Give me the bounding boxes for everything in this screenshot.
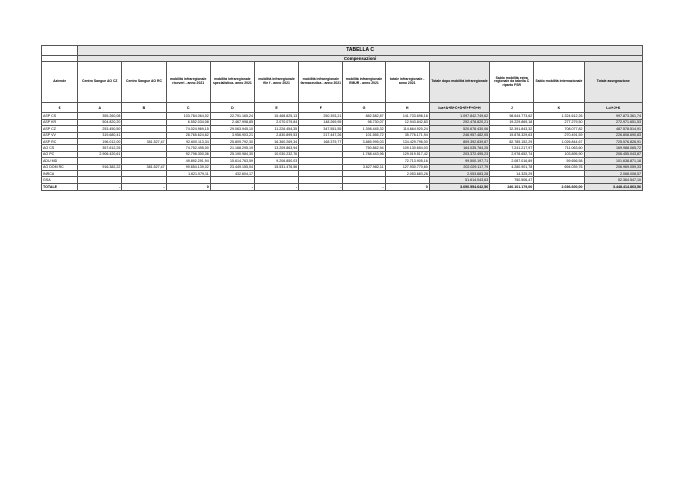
col-header-f: mobilità infraregionale farmaceutica - anno 2021 xyxy=(299,62,343,103)
cell-e: - xyxy=(254,183,298,190)
col-header-c: mobilità infraregionale ricoveri - anno 2021 xyxy=(166,62,210,103)
cell-a: 355.260,08 xyxy=(78,113,122,119)
cell-a: 504.820,20 xyxy=(78,119,122,125)
cell-e: 15.468.825,13 xyxy=(254,113,298,119)
cell-f: 217.447,26 xyxy=(299,132,343,138)
azienda-name: ASP CS xyxy=(42,113,78,119)
azienda-name: ASP RC xyxy=(42,138,78,144)
cell-h: 134.429.796,00 xyxy=(385,138,429,144)
col-header-j: Saldo mobilità extra regionale da tabella C riparto FSR xyxy=(490,62,534,103)
letter-e: E xyxy=(254,103,298,113)
cell-l: 226.808.690,83 xyxy=(584,132,642,138)
cell-c: 92.600.113,34 xyxy=(166,138,210,144)
cell-k: 103.895,90 xyxy=(534,151,584,157)
cell-j: 4.280.901,78 xyxy=(490,164,534,170)
azienda-name: ASP VV xyxy=(42,132,78,138)
cell-k: 1.026.844,67 xyxy=(534,138,584,144)
cell-g: - xyxy=(343,183,385,190)
letter-b: B xyxy=(122,103,166,113)
azienda-name: TOTALE xyxy=(42,183,78,190)
cell-i: 2.053.683,28 xyxy=(429,170,489,176)
cell-d: 25.809.792,30 xyxy=(210,138,254,144)
cell-b: 381.527,47 xyxy=(122,138,166,144)
col-header-b: Centro Sangue AO RC xyxy=(122,62,166,103)
cell-c: 1.621.079,11 xyxy=(166,170,210,176)
cell-h: 12.943.842,83 xyxy=(385,119,429,125)
cell-h: 127.930.770,60 xyxy=(385,164,429,170)
cell-g: 98.730,07 xyxy=(343,119,385,125)
cell-a: 253.450,50 xyxy=(78,126,122,132)
cell-a: 2.906.420,61 xyxy=(78,151,122,157)
letter-g: G xyxy=(343,103,385,113)
cell-l: 997.873.361,74 xyxy=(584,113,642,119)
cell-i: 246.957.482,05 xyxy=(429,132,489,138)
azienda-name: ADU MD xyxy=(42,158,78,164)
cell-i: 202.029.117,79 xyxy=(429,164,489,170)
cell-i: 164.035.784,25 xyxy=(429,145,489,151)
azienda-name: AO PC xyxy=(42,151,78,157)
letter-h: H xyxy=(385,103,429,113)
letter-j: J xyxy=(490,103,534,113)
cell-d: - xyxy=(210,183,254,190)
title-row xyxy=(42,46,643,56)
cell-h: 141.733.696,16 xyxy=(385,113,429,119)
cell-l: 101.638.871,18 xyxy=(584,158,642,164)
cell-b: - xyxy=(122,183,166,190)
cell-d: 432.604,17 xyxy=(210,170,254,176)
cell-f: 347.551,55 xyxy=(299,126,343,132)
cell-c: 74.752.495,00 xyxy=(166,145,210,151)
col-header-i: Totale dopo mobilità infraregionale xyxy=(429,62,489,103)
letter-d: D xyxy=(210,103,254,113)
cell-c: 103.784.064,02 xyxy=(166,113,210,119)
cell-h: 0 xyxy=(385,183,429,190)
cell-l: 206.969.059,33 xyxy=(584,164,642,170)
compensation-table xyxy=(41,45,643,191)
letter-k: K xyxy=(534,103,584,113)
letter-i: I=a+A+B+C+D+E+F+G+H xyxy=(429,103,489,113)
col-header-e: mobilità infraregionale file f - anno 2021 xyxy=(254,62,298,103)
cell-f: - xyxy=(299,183,343,190)
cell-l: 487.578.514,91 xyxy=(584,126,642,132)
azienda-name: ASP KR xyxy=(42,119,78,125)
cell-h: 109.130.654,03 xyxy=(385,145,429,151)
col-header-l: Totale assegnazione xyxy=(584,62,642,103)
cell-j: 32.391.843,32 xyxy=(490,126,534,132)
cell-k: 708.077,82 xyxy=(534,126,584,132)
cell-j: 2.087.016,89 xyxy=(490,158,534,164)
cell-i: 1.097.842.749,62 xyxy=(429,113,489,119)
cell-i: 809.392.839,87 xyxy=(429,138,489,144)
cell-k: 59.656,58 xyxy=(534,158,584,164)
cell-l: 206.455.043,87 xyxy=(584,151,642,157)
col-header-k: Saldo mobilità internazionale xyxy=(534,62,584,103)
cell-a: 196.012,00 xyxy=(78,138,122,144)
cell-d: 3.956.903,21 xyxy=(210,132,254,138)
cell-l: 272.971.651,53 xyxy=(584,119,642,125)
cell-f: 148.269,95 xyxy=(299,119,343,125)
cell-d: 29.063.945,10 xyxy=(210,126,254,132)
cell-g: 3.627.982,11 xyxy=(343,164,385,170)
cell-i: 520.678.430,06 xyxy=(429,126,489,132)
col-header-a: Centro Sangue AO CZ xyxy=(78,62,122,103)
cell-g: 3.885.995,03 xyxy=(343,138,385,144)
azienda-name: ASP CZ xyxy=(42,126,78,132)
azienda-name: AO DOM RC xyxy=(42,164,78,170)
cell-i: 3.690.554.642,56 xyxy=(429,183,489,190)
cell-e: 15.531.476,56 xyxy=(254,164,298,170)
cell-d: 23.449.155,04 xyxy=(210,164,254,170)
table-title: TABELLA C xyxy=(78,46,643,56)
cell-h: 2.053.683,28 xyxy=(385,170,429,176)
cell-a: 319.680,41 xyxy=(78,132,122,138)
cell-g: 101.555,72 xyxy=(343,132,385,138)
cell-e: 2.830.899,53 xyxy=(254,132,298,138)
cell-d: 15.614.763,59 xyxy=(210,158,254,164)
cell-k: 270.491,59 xyxy=(534,132,584,138)
total-row xyxy=(42,183,643,190)
letter-c: C xyxy=(166,103,210,113)
cell-c: 6.552.034,08 xyxy=(166,119,210,125)
cell-j: 14.325,29 xyxy=(490,170,534,176)
cell-h: 72.713.905,16 xyxy=(385,158,429,164)
cell-j: 98.644.773,62 xyxy=(490,113,534,119)
cell-l: 725.576.826,91 xyxy=(584,138,642,144)
cell-k: 694.039,76 xyxy=(534,164,584,170)
cell-e: 2.070.079,84 xyxy=(254,119,298,125)
cell-i: 203.372.495,23 xyxy=(429,151,489,157)
cell-j: 82.785.152,29 xyxy=(490,138,534,144)
cell-c: 92.798.300,36 xyxy=(166,151,210,157)
cell-e: 9.206.850,03 xyxy=(254,158,298,164)
cell-g: 882.582,87 xyxy=(343,113,385,119)
table-subtitle: Compensazioni xyxy=(78,56,643,62)
cell-f: 250.393,21 xyxy=(299,113,343,119)
cell-e: 10.030.232,76 xyxy=(254,151,298,157)
cell-f: 168.379,77 xyxy=(299,138,343,144)
cell-h: 129.019.517,42 xyxy=(385,151,429,157)
letter-l: L=I+J+K xyxy=(584,103,642,113)
cell-e: 16.360.269,34 xyxy=(254,138,298,144)
cell-b: 381.527,47 xyxy=(122,164,166,170)
cell-i: 51.614.043,63 xyxy=(429,177,489,183)
cell-j: 7.241.217,97 xyxy=(490,145,534,151)
cell-h: 114.664.920,24 xyxy=(385,126,429,132)
header-row xyxy=(42,62,643,103)
letter-row xyxy=(42,103,643,113)
azienda-name: AO CS xyxy=(42,145,78,151)
cell-l: 3.448.414.863,56 xyxy=(584,183,642,190)
cell-c: 0 xyxy=(166,183,210,190)
cell-a: 916.382,22 xyxy=(78,164,122,170)
cell-e: 13.209.863,94 xyxy=(254,145,298,151)
azienda-name: INRCA xyxy=(42,170,78,176)
cell-a: - xyxy=(78,183,122,190)
cell-k: 277.279,50 xyxy=(534,119,584,125)
letter-a: A xyxy=(78,103,122,113)
cell-k: 1.324.612,26 xyxy=(534,113,584,119)
cell-k: 711.063,60 xyxy=(534,145,584,151)
cell-l: 52.364.547,10 xyxy=(584,177,642,183)
cell-c: 74.024.969,15 xyxy=(166,126,210,132)
col-header-g: mobilità infraregionale EMUR - anno 2021 xyxy=(343,62,385,103)
letter-euro: € xyxy=(42,103,78,113)
cell-l: 2.068.008,57 xyxy=(584,170,642,176)
col-header-h: totale infraregionale - anno 2021 xyxy=(385,62,429,103)
cell-j: 750.506,47 xyxy=(490,177,534,183)
cell-g: 1.398.445,32 xyxy=(343,126,385,132)
cell-c: 49.892.291,94 xyxy=(166,158,210,164)
cell-k: 2.036.600,00 xyxy=(534,183,584,190)
cell-e: 11.226.454,35 xyxy=(254,126,298,132)
cell-d: 2.467.998,85 xyxy=(210,119,254,125)
cell-d: 25.190.984,30 xyxy=(210,151,254,157)
cell-j: 19.878.329,63 xyxy=(490,132,534,138)
cell-j: 19.229.869,18 xyxy=(490,119,534,125)
cell-c: 28.765.624,62 xyxy=(166,132,210,138)
letter-f: F xyxy=(299,103,343,113)
cell-j: 2.978.652,74 xyxy=(490,151,534,157)
cell-i: 292.478.820,21 xyxy=(429,119,489,125)
col-header-d: mobilità infraregionale specialistica- anno 2021 xyxy=(210,62,254,103)
cell-c: 99.654.139,02 xyxy=(166,164,210,170)
cell-j: 240.101.179,00 xyxy=(490,183,534,190)
cell-l: 169.988.065,72 xyxy=(584,145,642,151)
spreadsheet xyxy=(41,45,643,191)
cell-g: 1.788.443,96 xyxy=(343,151,385,157)
title-left-blank xyxy=(42,46,78,56)
cell-a: 357.612,25 xyxy=(78,145,122,151)
cell-d: 22.751.165,24 xyxy=(210,113,254,119)
cell-g: 750.862,94 xyxy=(343,145,385,151)
cell-i: 99.500.197,71 xyxy=(429,158,489,164)
col-header-aziende: Aziende xyxy=(42,62,78,103)
cell-h: 35.776.171,94 xyxy=(385,132,429,138)
azienda-name: GSA xyxy=(42,177,78,183)
cell-d: 21.168.295,19 xyxy=(210,145,254,151)
